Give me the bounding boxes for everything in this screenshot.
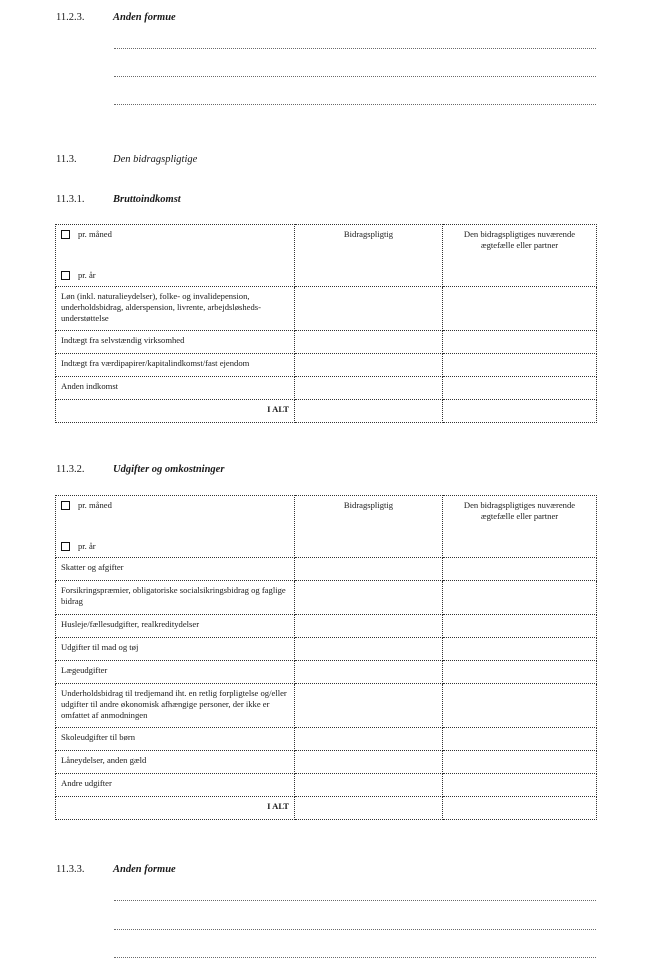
total-label: I ALT <box>56 400 295 423</box>
table-row <box>56 331 597 354</box>
section-number: 11.2.3. <box>56 12 85 23</box>
row-label: Indtægt fra værdipapirer/kapitalindkomst/fast ejendom <box>56 354 295 377</box>
input-cell[interactable] <box>295 728 443 751</box>
row-label: Udgifter til mad og tøj <box>56 638 295 661</box>
input-cell[interactable] <box>443 797 597 820</box>
checkbox-icon[interactable] <box>61 501 70 510</box>
row-label: Indtægt fra selvstændig virksomhed <box>56 331 295 354</box>
input-cell[interactable] <box>295 558 443 581</box>
period-cell <box>56 225 295 287</box>
input-cell[interactable] <box>443 287 597 331</box>
table-row <box>56 581 597 615</box>
input-cell[interactable] <box>295 400 443 423</box>
input-cell[interactable] <box>295 751 443 774</box>
checkbox-icon[interactable] <box>61 271 70 280</box>
total-row <box>56 400 597 423</box>
row-label: Forsikringspræmier, obligatoriske socialsikringsbidrag og faglige bidrag <box>56 581 295 615</box>
table-row <box>56 774 597 797</box>
input-cell[interactable] <box>443 638 597 661</box>
input-cell[interactable] <box>295 615 443 638</box>
table-row <box>56 751 597 774</box>
row-label: Skoleudgifter til børn <box>56 728 295 751</box>
section-title: Den bidragspligtige <box>113 154 198 165</box>
section-heading-11-3-3 <box>56 864 176 875</box>
input-cell[interactable] <box>443 558 597 581</box>
input-cell[interactable] <box>443 354 597 377</box>
fill-in-line[interactable] <box>114 104 596 105</box>
input-cell[interactable] <box>443 661 597 684</box>
table-header-row <box>56 496 597 558</box>
column-header: Bidragspligtig <box>295 496 443 558</box>
input-cell[interactable] <box>443 728 597 751</box>
total-label: I ALT <box>56 797 295 820</box>
table-row <box>56 287 597 331</box>
row-label: Løn (inkl. naturalieydelser), folke- og invalidepension, underholdsbidrag, alderspension, livrente, arbejdsløsheds-understøttelse <box>56 287 295 331</box>
section-title: Anden formue <box>113 864 176 875</box>
fill-in-line[interactable] <box>114 929 596 930</box>
section-heading-11-2-3 <box>56 12 176 23</box>
input-cell[interactable] <box>295 684 443 728</box>
input-cell[interactable] <box>443 331 597 354</box>
table-row <box>56 377 597 400</box>
input-cell[interactable] <box>295 331 443 354</box>
section-number: 11.3.2. <box>56 464 85 475</box>
fill-in-line[interactable] <box>114 48 596 49</box>
row-label: Husleje/fællesudgifter, realkreditydelser <box>56 615 295 638</box>
row-label: Underholdsbidrag til tredjemand iht. en retlig forpligtelse og/eller udgifter til andre økonomisk afhængige personer, der ikke er omfattet af anmodningen <box>56 684 295 728</box>
input-cell[interactable] <box>295 661 443 684</box>
input-cell[interactable] <box>295 354 443 377</box>
section-title: Bruttoindkomst <box>113 194 181 205</box>
column-header: Den bidragspligtiges nuværende ægtefælle eller partner <box>443 225 597 287</box>
table-row <box>56 558 597 581</box>
period-option-yearly[interactable] <box>61 270 289 281</box>
column-header: Bidragspligtig <box>295 225 443 287</box>
total-row <box>56 797 597 820</box>
section-title: Anden formue <box>113 12 176 23</box>
checkbox-icon[interactable] <box>61 542 70 551</box>
input-cell[interactable] <box>443 400 597 423</box>
input-cell[interactable] <box>295 797 443 820</box>
period-label: pr. måned <box>78 500 112 510</box>
checkbox-icon[interactable] <box>61 230 70 239</box>
table-row <box>56 638 597 661</box>
input-cell[interactable] <box>295 638 443 661</box>
row-label: Skatter og afgifter <box>56 558 295 581</box>
table-row <box>56 615 597 638</box>
period-label: pr. måned <box>78 229 112 239</box>
table-header-row <box>56 225 597 287</box>
period-option-monthly[interactable] <box>61 500 289 511</box>
input-cell[interactable] <box>295 287 443 331</box>
section-heading-11-3-1 <box>56 194 181 205</box>
input-cell[interactable] <box>443 377 597 400</box>
section-number: 11.3. <box>56 154 77 165</box>
input-cell[interactable] <box>295 377 443 400</box>
section-title: Udgifter og omkostninger <box>113 464 225 475</box>
expense-table <box>55 495 597 820</box>
table-row <box>56 728 597 751</box>
row-label: Andre udgifter <box>56 774 295 797</box>
section-heading-11-3 <box>56 154 197 165</box>
table-row <box>56 661 597 684</box>
fill-in-line[interactable] <box>114 957 596 958</box>
period-label: pr. år <box>78 270 96 280</box>
row-label: Låneydelser, anden gæld <box>56 751 295 774</box>
column-header: Den bidragspligtiges nuværende ægtefælle eller partner <box>443 496 597 558</box>
fill-in-line[interactable] <box>114 76 596 77</box>
input-cell[interactable] <box>443 774 597 797</box>
period-option-monthly[interactable] <box>61 229 289 240</box>
income-table <box>55 224 597 423</box>
period-option-yearly[interactable] <box>61 541 289 552</box>
input-cell[interactable] <box>443 751 597 774</box>
section-number: 11.3.1. <box>56 194 85 205</box>
period-cell <box>56 496 295 558</box>
period-label: pr. år <box>78 541 96 551</box>
input-cell[interactable] <box>295 581 443 615</box>
row-label: Lægeudgifter <box>56 661 295 684</box>
table-row <box>56 354 597 377</box>
section-heading-11-3-2 <box>56 464 224 475</box>
section-number: 11.3.3. <box>56 864 85 875</box>
input-cell[interactable] <box>295 774 443 797</box>
input-cell[interactable] <box>443 581 597 615</box>
table-row <box>56 684 597 728</box>
input-cell[interactable] <box>443 684 597 728</box>
input-cell[interactable] <box>443 615 597 638</box>
fill-in-line[interactable] <box>114 900 596 901</box>
row-label: Anden indkomst <box>56 377 295 400</box>
